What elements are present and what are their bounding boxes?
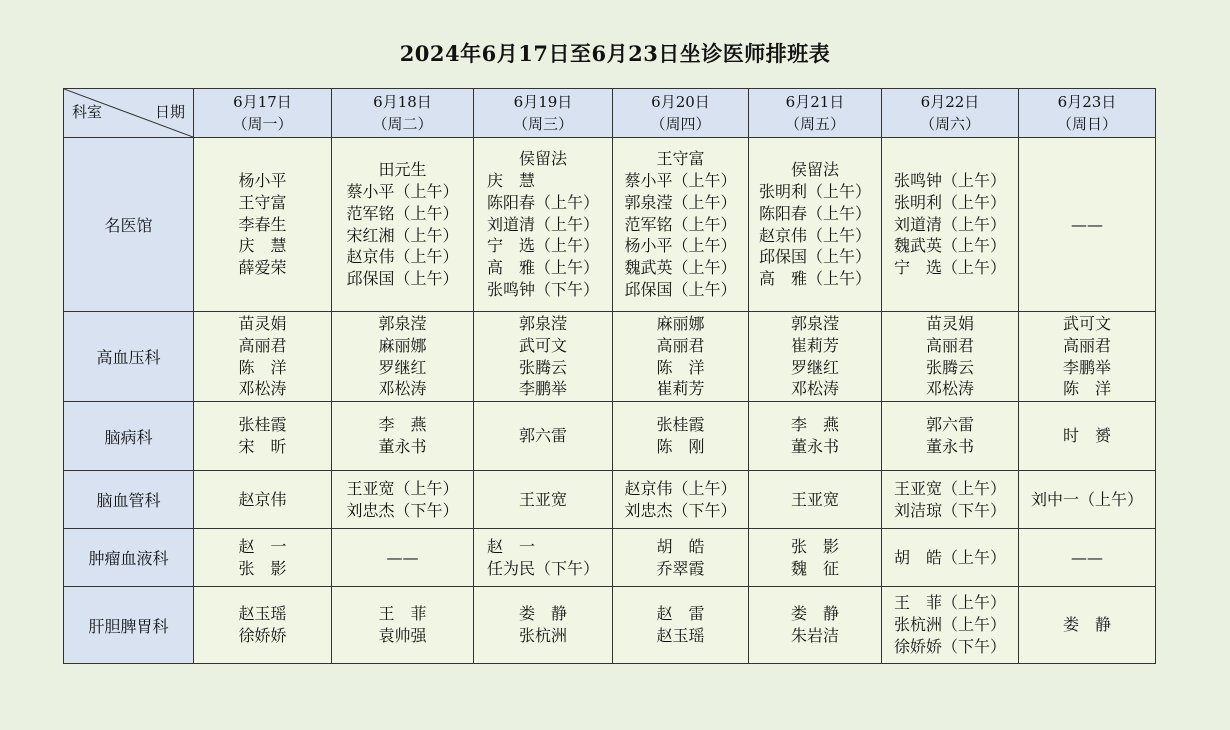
date-header [474,89,613,138]
doctor-entry: 邱保国（上午） [624,279,737,299]
doctor-entry: 张 影 [790,536,839,556]
doctor-entry: 宁 选（上午） [486,236,599,256]
doctor-entry: 蔡小平（上午） [624,171,737,190]
doctor-entry: 张杭洲（上午） [893,615,1006,635]
doctor-entry: 王亚宽 [518,489,567,509]
doctor-entry: 王亚宽 [790,489,839,509]
dept-label: 脑血管科 [64,471,194,529]
doctor-entry: 董永书 [790,437,839,456]
table-row [64,587,1156,664]
doctor-entry: 高丽君 [656,335,705,355]
doctor-entry: 苗灵娟 [925,313,974,333]
doctor-entry: 王 菲 [378,604,427,624]
doctor-entry: 魏武英（上午） [893,236,1006,256]
table-row [64,471,1156,529]
dept-label: 肝胆脾胃科 [64,587,194,664]
doctor-entry: 武可文 [518,335,567,355]
date-label: 6月21日 [785,93,845,111]
doctor-entry: 赵 一 [486,536,535,556]
schedule-cell [882,587,1019,664]
date-label: 6月18日 [373,93,432,111]
doctor-entry: 刘道清（上午） [486,214,599,234]
weekday-label: （周五） [784,115,845,133]
date-header [194,89,332,138]
doctor-entry: 陈 洋 [656,357,705,377]
schedule-cell [749,529,882,587]
doctor-entry: 张 影 [238,558,287,578]
doctor-entry: 田元生 [378,160,427,180]
doctor-entry: 乔翠霞 [656,558,705,578]
schedule-cell [882,402,1019,471]
table-row [64,529,1156,587]
doctor-entry: 崔莉芳 [656,379,705,399]
doctor-entry: 麻丽娜 [378,335,427,355]
schedule-cell [194,529,332,587]
schedule-cell [332,312,474,402]
doctor-entry: 胡 皓 [656,536,705,556]
doctor-entry: 邓松涛 [790,379,839,399]
doctor-entry: 郭泉滢 [378,313,427,333]
schedule-cell [1019,471,1156,529]
doctor-entry: 赵玉瑶 [238,604,287,624]
doctor-entry: 张鸣钟（上午） [893,171,1006,190]
doctor-entry: 刘中一（上午） [1030,489,1143,509]
doctor-entry: 庆 慧 [238,236,287,256]
doctor-entry: 邱保国（上午） [346,269,459,289]
doctor-entry: 朱岩洁 [790,626,839,645]
doctor-entry: 张桂霞 [238,415,287,435]
schedule-cell [332,138,474,312]
doctor-entry: 杨小平 [238,171,287,190]
weekday-label: （周三） [512,115,573,133]
date-header [332,89,474,138]
schedule-cell [749,471,882,529]
schedule-cell [613,471,749,529]
schedule-cell [1019,138,1156,312]
doctor-entry: 侯留法 [518,149,567,169]
doctor-entry: 刘洁琼（下午） [893,500,1006,520]
schedule-cell [332,529,474,587]
dept-label: 肿瘤血液科 [64,529,194,587]
weekday-label: （周二） [372,115,433,133]
schedule-cell [194,471,332,529]
doctor-entry: 高 雅（上午） [486,258,599,278]
doctor-entry: 时 赟 [1062,426,1111,446]
doctor-entry: 邓松涛 [378,379,427,399]
schedule-cell [1019,529,1156,587]
doctor-entry: 宋 昕 [238,437,287,456]
header-row [64,89,1156,138]
doctor-entry: 陈阳春（上午） [758,203,871,223]
doctor-entry: —— [386,547,419,567]
doctor-entry: 李鹏举 [1062,357,1111,377]
doctor-entry: 宋红湘（上午） [346,225,459,245]
doctor-entry: 宁 选（上午） [893,258,1006,278]
schedule-cell [474,471,613,529]
doctor-entry: 麻丽娜 [656,313,705,333]
doctor-entry: 郭泉滢 [518,313,567,333]
doctor-entry: 薛爱荣 [238,258,287,278]
schedule-cell [194,587,332,664]
dept-label: 高血压科 [64,312,194,402]
corner-header [64,89,194,138]
dept-label: 脑病科 [64,402,194,471]
schedule-cell [474,587,613,664]
doctor-entry: 王守富 [656,149,705,169]
doctor-entry: 王 菲（上午） [893,593,1006,613]
doctor-entry: 董永书 [925,437,974,456]
schedule-cell [332,402,474,471]
schedule-cell [882,138,1019,312]
doctor-entry: 魏 征 [790,558,839,578]
date-header [1019,89,1156,138]
schedule-cell [613,138,749,312]
doctor-entry: 高 雅（上午） [758,269,871,289]
schedule-cell [882,471,1019,529]
doctor-entry: 刘道清（上午） [893,214,1006,234]
weekday-label: （周四） [650,115,711,133]
schedule-cell [749,312,882,402]
doctor-entry: 郭泉滢 [790,313,839,333]
doctor-entry: 张明利（上午） [758,181,871,201]
doctor-entry: 徐娇娇 [238,626,287,645]
doctor-entry: 张腾云 [518,357,567,377]
schedule-cell [194,402,332,471]
schedule-cell [1019,402,1156,471]
doctor-entry: 李鹏举 [518,379,567,399]
doctor-entry: 邓松涛 [925,379,974,399]
schedule-cell [749,138,882,312]
date-label: 6月17日 [233,93,292,111]
doctor-entry: 邓松涛 [238,379,287,399]
doctor-entry: 张腾云 [925,357,974,377]
table-row [64,312,1156,402]
doctor-entry: 武可文 [1062,313,1111,333]
doctor-entry: 胡 皓（上午） [893,547,1006,567]
doctor-entry: 赵京伟 [238,489,287,509]
doctor-entry: 张明利（上午） [893,192,1006,212]
doctor-entry: 庆 慧 [486,171,535,190]
schedule-table [63,88,1156,664]
doctor-entry: 陈 洋 [238,357,287,377]
corner-dept-label: 科室 [72,103,103,121]
schedule-cell [613,587,749,664]
doctor-entry: 赵玉瑶 [656,626,705,645]
doctor-entry: 任为民（下午） [486,558,599,578]
schedule-cell [882,529,1019,587]
doctor-entry: 郭六雷 [518,426,567,446]
doctor-entry: 娄 静 [790,604,839,624]
schedule-cell [332,587,474,664]
doctor-entry: 陈 洋 [1062,379,1111,399]
doctor-entry: 娄 静 [1062,615,1111,635]
page-title: 2024年6月17日至6月23日坐诊医师排班表 [399,41,831,66]
doctor-entry: 陈阳春（上午） [486,192,599,212]
table-row [64,402,1156,471]
doctor-entry: 范军铭（上午） [346,203,459,223]
schedule-cell [474,402,613,471]
doctor-entry: 董永书 [378,437,427,456]
doctor-entry: 范军铭（上午） [624,214,737,234]
weekday-label: （周日） [1056,115,1117,133]
schedule-cell [613,402,749,471]
schedule-cell [749,402,882,471]
doctor-entry: —— [1071,547,1103,567]
doctor-entry: 陈 刚 [656,437,705,456]
doctor-entry: 邱保国（上午） [758,247,871,267]
doctor-entry: 赵京伟（上午） [758,225,871,245]
schedule-cell [882,312,1019,402]
table-row [64,138,1156,312]
doctor-entry: 郭泉滢（上午） [624,192,737,212]
schedule-cell [332,471,474,529]
doctor-entry: 徐娇娇（下午） [893,636,1006,656]
doctor-entry: 赵京伟（上午） [624,478,737,498]
weekday-label: （周六） [919,115,980,133]
doctor-entry: 赵 一 [238,536,287,556]
doctor-entry: 苗灵娟 [238,313,287,333]
date-header [749,89,882,138]
doctor-entry: 魏武英（上午） [624,258,737,278]
weekday-label: （周一） [232,115,293,133]
schedule-cell [749,587,882,664]
date-header [613,89,749,138]
schedule-cell [1019,587,1156,664]
doctor-entry: 蔡小平（上午） [346,181,459,201]
schedule-cell [194,312,332,402]
doctor-entry: 崔莉芳 [790,335,839,355]
date-label: 6月20日 [651,93,710,111]
doctor-entry: 高丽君 [238,335,287,355]
doctor-entry: 高丽君 [925,335,974,355]
date-label: 6月22日 [920,93,980,111]
schedule-cell [194,138,332,312]
doctor-entry: 张桂霞 [656,415,705,435]
schedule-cell [474,312,613,402]
doctor-entry: 罗继红 [790,357,839,377]
dept-label: 名医馆 [64,138,194,312]
doctor-entry: 刘忠杰（下午） [346,500,459,520]
doctor-entry: 袁帅强 [378,626,427,645]
doctor-entry: 王亚宽（上午） [893,478,1006,498]
schedule-cell [474,529,613,587]
doctor-entry: 李 燕 [790,415,839,435]
doctor-entry: 赵 雷 [656,604,705,624]
doctor-entry: —— [1071,214,1103,234]
date-label: 6月19日 [513,93,573,111]
date-label: 6月23日 [1057,93,1117,111]
doctor-entry: 侯留法 [790,160,839,180]
corner-date-label: 日期 [154,103,185,121]
doctor-entry: 娄 静 [518,604,567,624]
doctor-entry: 李 燕 [378,415,427,435]
doctor-entry: 高丽君 [1062,335,1111,355]
schedule-cell [474,138,613,312]
doctor-entry: 郭六雷 [925,415,974,435]
schedule-cell [1019,312,1156,402]
date-header [882,89,1019,138]
doctor-entry: 杨小平（上午） [624,236,737,256]
schedule-cell [613,312,749,402]
doctor-entry: 张鸣钟（下午） [486,279,599,299]
doctor-entry: 张杭洲 [518,626,567,645]
doctor-entry: 赵京伟（上午） [346,247,459,267]
doctor-entry: 王守富 [238,192,287,212]
doctor-entry: 罗继红 [378,357,427,377]
doctor-entry: 刘忠杰（下午） [624,500,737,520]
doctor-entry: 李春生 [238,214,287,234]
schedule-cell [613,529,749,587]
doctor-entry: 王亚宽（上午） [346,478,459,498]
